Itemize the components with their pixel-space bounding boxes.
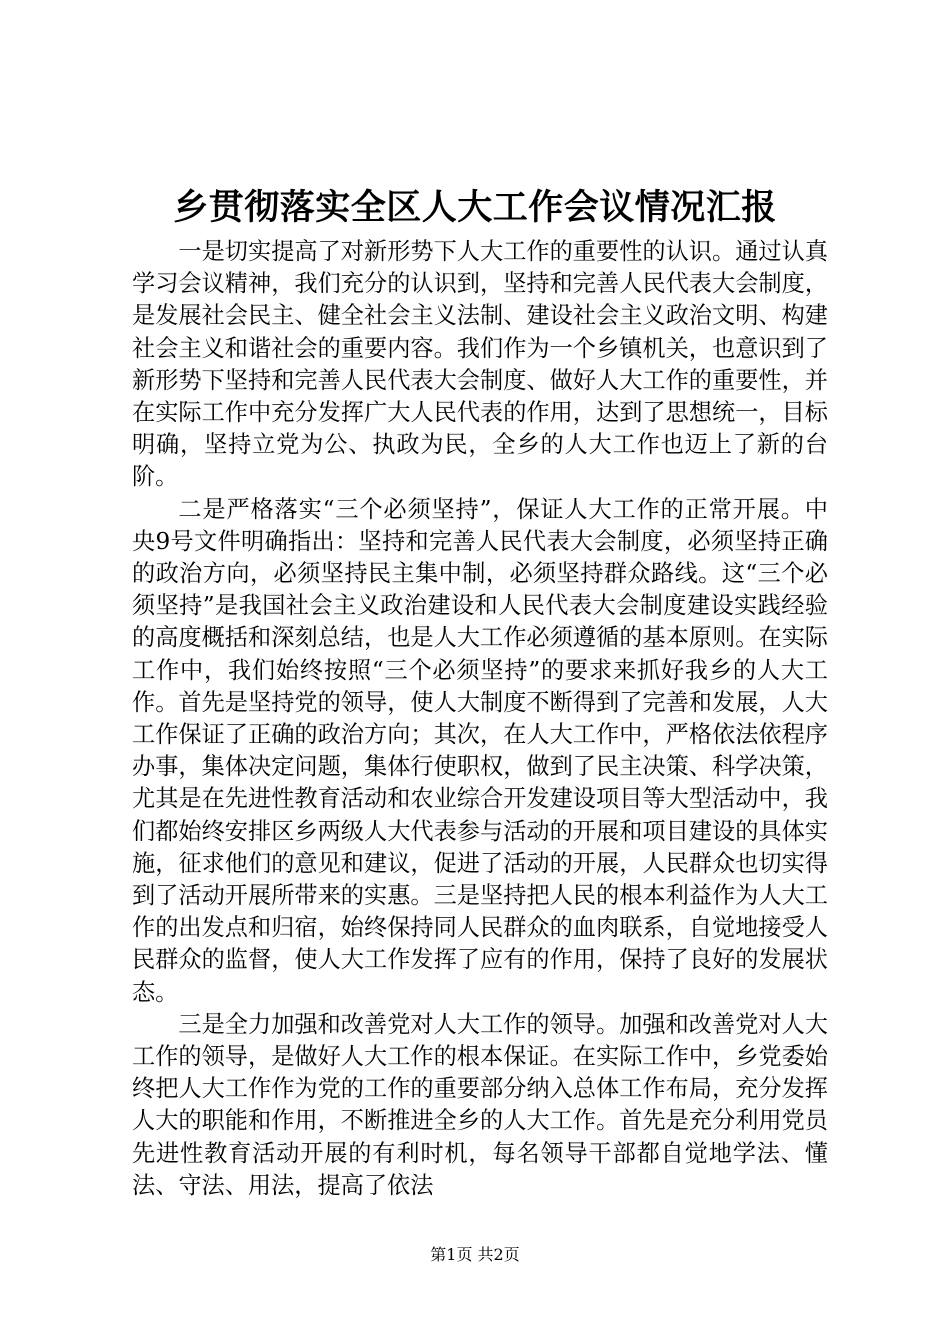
paragraph-3: 三是全力加强和改善党对人大工作的领导。加强和改善党对人大工作的领导，是做好人大工作的根本保证。在实际工作中，乡党委始终把人大工作作为党的工作的重要部分纳入总体工作布局，充分发挥人大的职能和作用，不断推进全乡的人大工作。首先是充分利用党员先进性教育活动开展的有利时机，每名领导干部都自觉地学法、懂法、守法、用法，提高了依法	[132, 1010, 828, 1199]
document-body	[132, 236, 828, 1202]
page-number-footer: 第1页 共2页	[430, 1245, 520, 1264]
document-title: 乡贯彻落实全区人大工作会议情况汇报	[173, 188, 777, 228]
paragraph-2: 二是严格落实“三个必须坚持”，保证人大工作的正常开展。中央9号文件明确指出：坚持和完善人民代表大会制度，必须坚持正确的政治方向，必须坚持民主集中制，必须坚持群众路线。这“三个必须坚持”是我国社会主义政治建设和人民代表大会制度建设实践经验的高度概括和深刻总结，也是人大工作必须遵循的基本原则。在实际工作中，我们始终按照“三个必须坚持”的要求来抓好我乡的人大工作。首先是坚持党的领导，使人大制度不断得到了完善和发展，人大工作保证了正确的政治方向；其次，在人大工作中，严格依法依程序办事，集体决定问题，集体行使职权，做到了民主决策、科学决策，尤其是在先进性教育活动和农业综合开发建设项目等大型活动中，我们都始终安排区乡两级人大代表参与活动的开展和项目建设的具体实施，征求他们的意见和建议，促进了活动的开展，人民群众也切实得到了活动开展所带来的实惠。三是坚持把人民的根本利益作为人大工作的出发点和归宿，始终保持同人民群众的血肉联系，自觉地接受人民群众的监督，使人大工作发挥了应有的作用，保持了良好的发展状态。	[132, 495, 828, 1006]
paragraph-1: 一是切实提高了对新形势下人大工作的重要性的认识。通过认真学习会议精神，我们充分的认识到，坚持和完善人民代表大会制度，是发展社会民主、健全社会主义法制、建设社会主义政治文明、构建社会主义和谐社会的重要内容。我们作为一个乡镇机关，也意识到了新形势下坚持和完善人民代表大会制度、做好人大工作的重要性，并在实际工作中充分发挥广大人民代表的作用，达到了思想统一，目标明确，坚持立党为公、执政为民，全乡的人大工作也迈上了新的台阶。	[132, 238, 828, 491]
